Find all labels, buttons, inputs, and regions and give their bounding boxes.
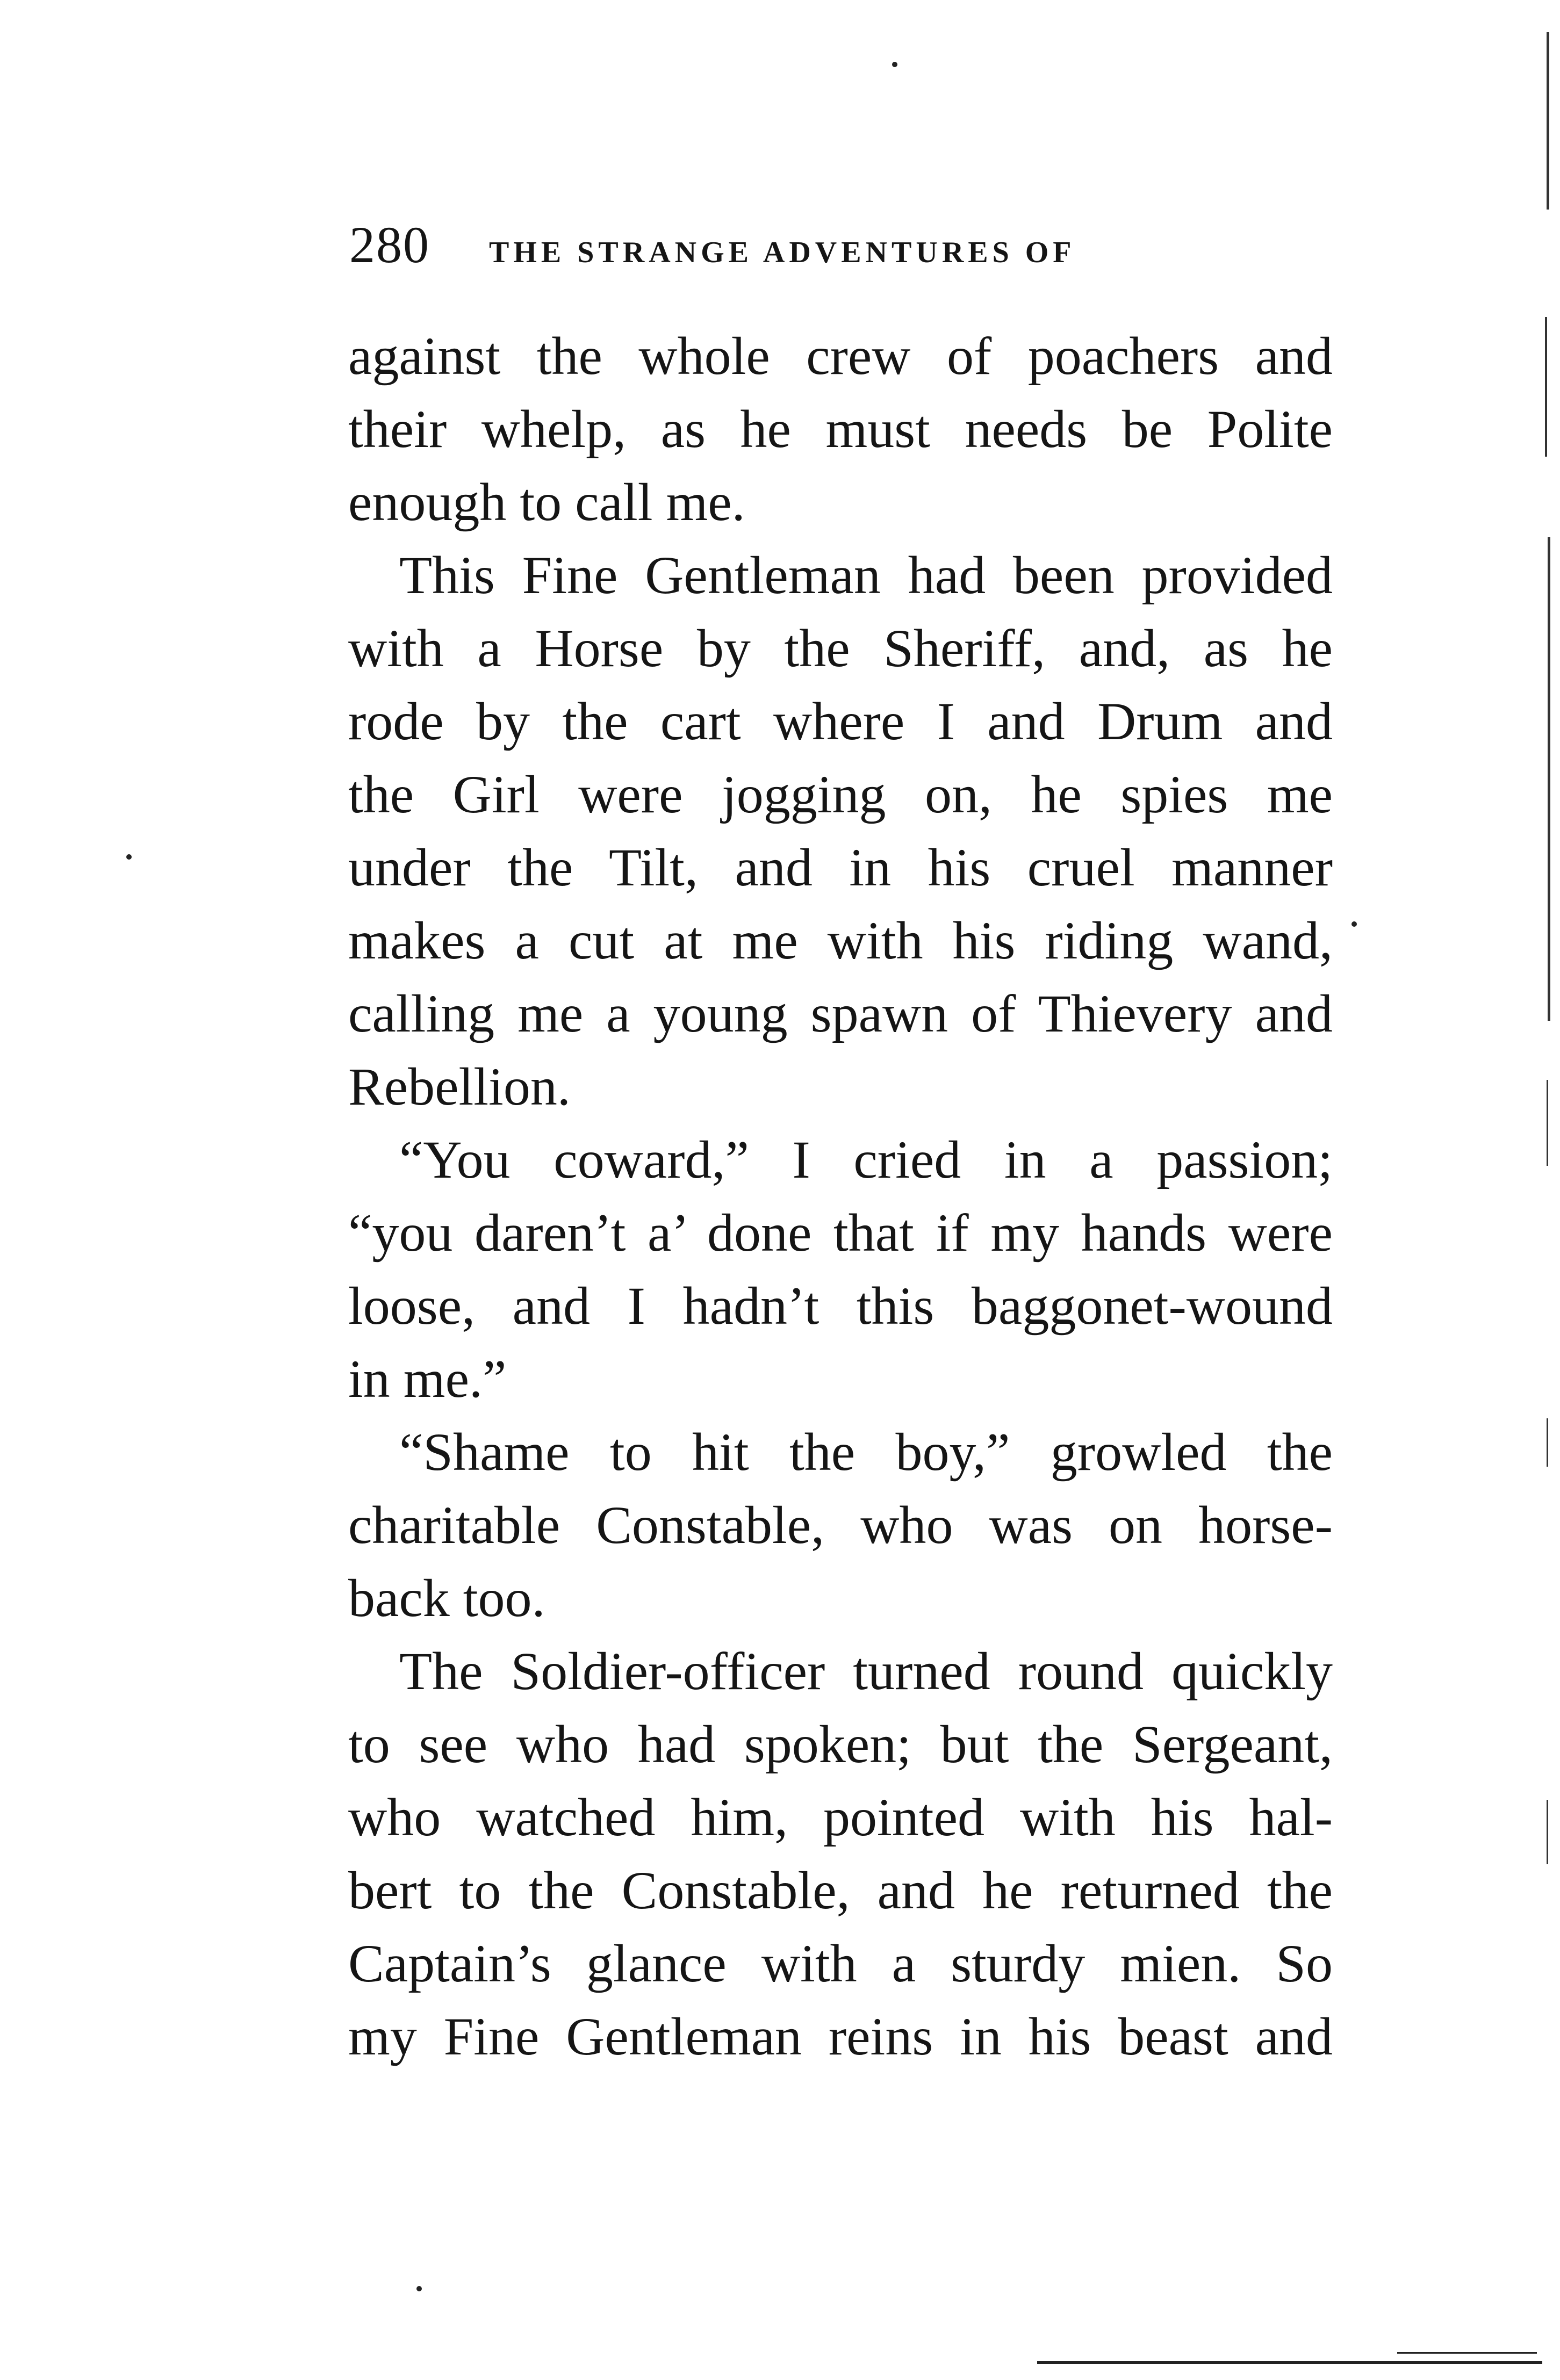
text-line: enough to call me. [348,472,745,532]
text-line: rode by the cart where I and Drum and [348,691,1333,751]
page-edge-shadow [1547,32,1549,210]
page-edge-shadow [1547,1800,1548,1864]
text-line: “you daren’t a’ done that if my hands were [348,1203,1333,1263]
page-edge-shadow [1397,2352,1537,2354]
page-edge-shadow [1037,2361,1542,2364]
text-line: my Fine Gentleman reins in his beast and [348,2007,1333,2066]
text-line: calling me a young spawn of Thievery and [348,984,1333,1043]
running-title: THE STRANGE ADVENTURES OF [489,236,1076,269]
body-text [348,320,1333,2073]
page-number: 280 [349,216,430,273]
text-line: “You coward,” I cried in a passion; [399,1130,1333,1189]
text-line: Rebellion. [348,1057,571,1116]
text-line: under the Tilt, and in his cruel manner [348,838,1333,897]
text-line: who watched him, pointed with his hal- [348,1787,1333,1847]
text-line: Captain’s glance with a sturdy mien. So [348,1934,1333,1993]
text-line: This Fine Gentleman had been provided [399,545,1333,605]
page-edge-shadow [1545,317,1547,457]
running-head [349,215,1317,279]
text-line: the Girl were jogging on, he spies me [348,765,1333,824]
text-line: with a Horse by the Sheriff, and, as he [348,618,1333,678]
scan-speck [892,62,897,67]
page-edge-shadow [1547,1418,1548,1467]
scan-speck [416,2286,422,2291]
text-line: loose, and I hadn’t this baggonet-wound [348,1276,1333,1336]
scan-speck [1351,921,1357,927]
text-line: makes a cut at me with his riding wand, [348,911,1333,970]
text-line: “Shame to hit the boy,” growled the [399,1422,1333,1482]
text-line: back too. [348,1568,545,1628]
text-line: in me.” [348,1349,507,1409]
scan-speck [126,854,132,860]
text-line: The Soldier-officer turned round quickly [399,1641,1333,1701]
text-line: their whelp, as he must needs be Polite [348,399,1333,459]
text-line: bert to the Constable, and he returned the [348,1860,1333,1920]
text-line: charitable Constable, who was on horse- [348,1495,1333,1555]
page-edge-shadow [1547,1080,1548,1166]
text-line: against the whole crew of poachers and [348,326,1333,386]
page-edge-shadow [1548,537,1550,1021]
text-line: to see who had spoken; but the Sergeant, [348,1714,1333,1774]
